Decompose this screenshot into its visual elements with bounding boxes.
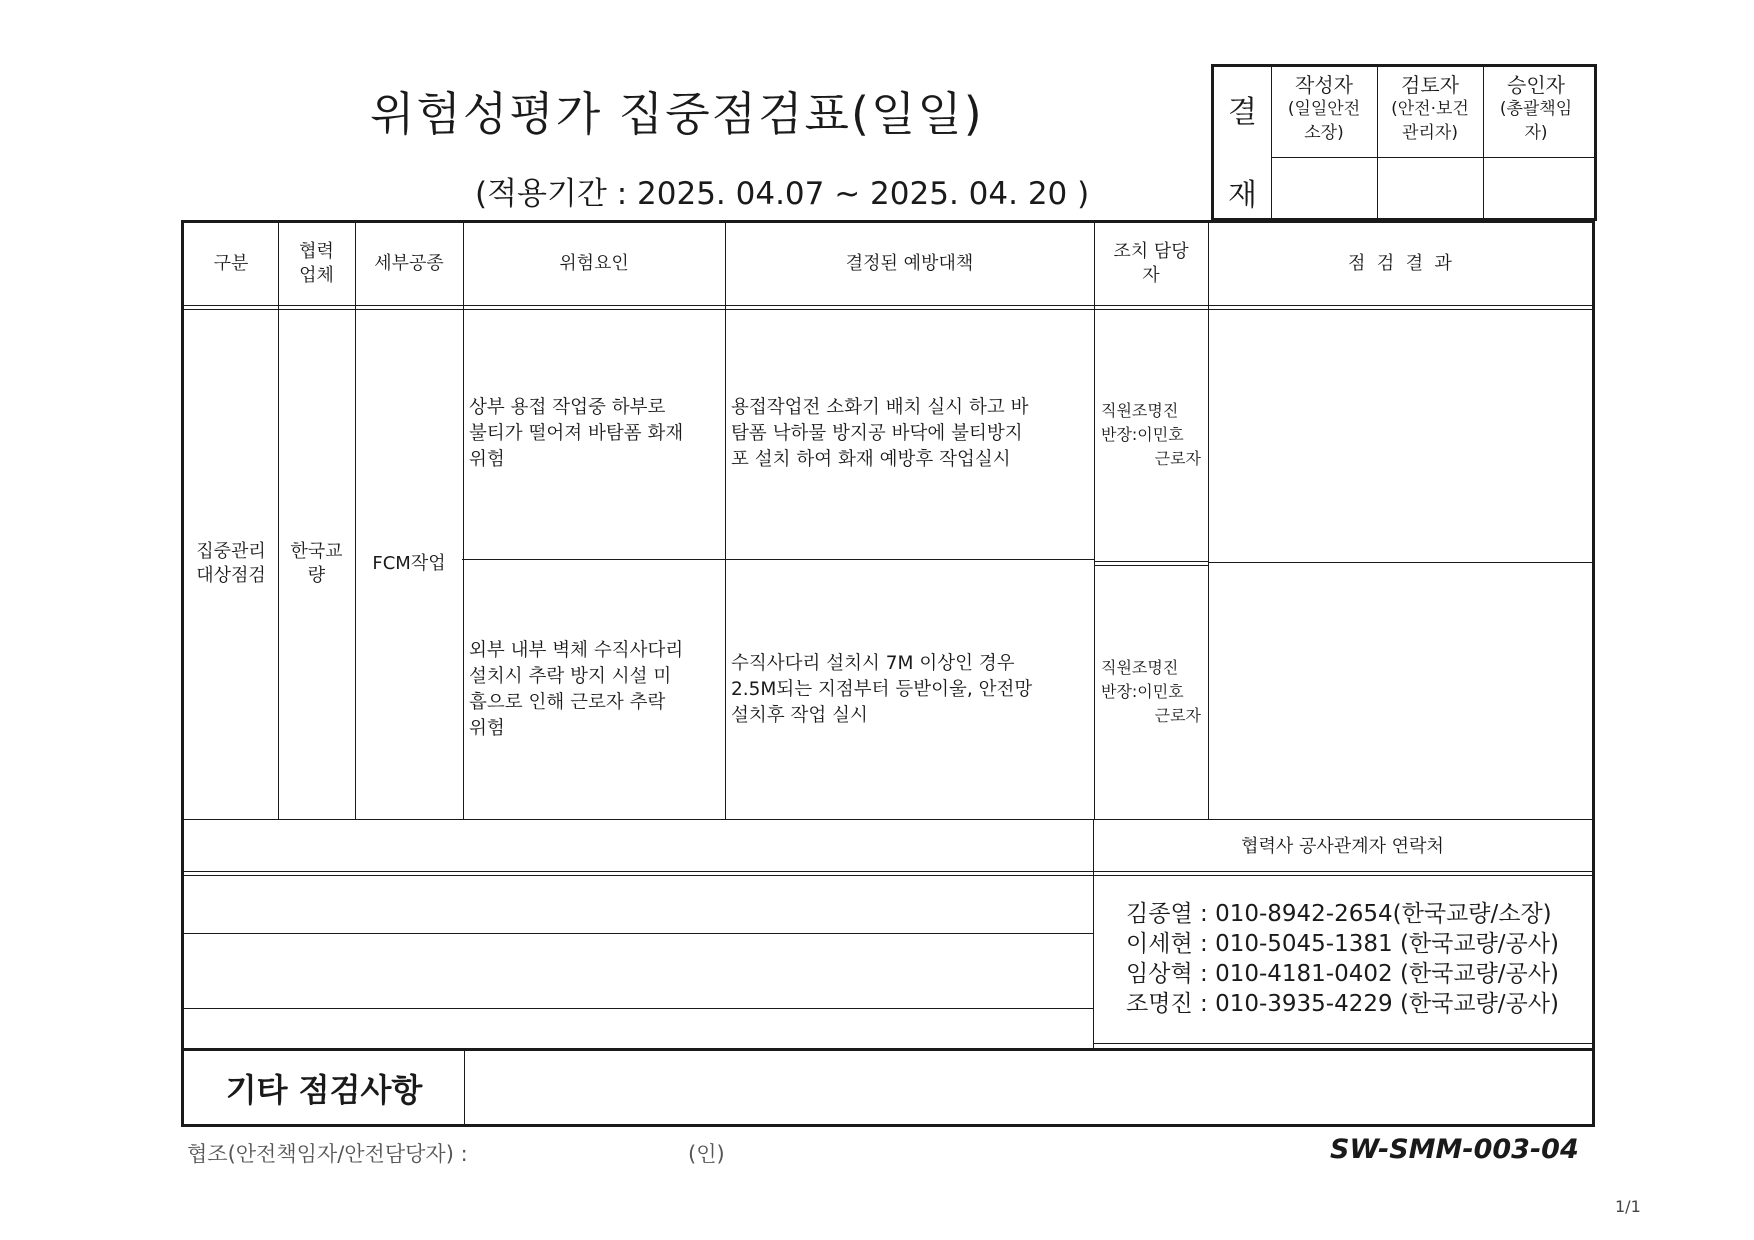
approval-role-writer: 작성자 (일일안전 소장) <box>1287 73 1361 143</box>
contact-item: 김종열 : 010-8942-2654(한국교량/소장) <box>1126 901 1552 927</box>
page-number: 1/1 <box>1615 1197 1641 1216</box>
cooperation-label: 협조(안전책임자/안전담당자) : <box>187 1142 468 1166</box>
subprocess-cell: FCM작업 <box>372 553 446 574</box>
approval-label-jae: 재 <box>1228 178 1257 213</box>
inspection-table <box>181 220 1595 1127</box>
prevention-measure-cell: 용접작업전 소화기 배치 실시 하고 바 탐폼 낙하물 방지공 바닥에 불티방지 포 설치 하여 화재 예방후 작업실시 <box>731 397 1029 470</box>
prevention-measure-cell: 수직사다리 설치시 7M 이상인 경우 2.5M되는 지점부터 등받이울, 안전망 설치후 작업 실시 <box>731 652 1033 726</box>
header-risk-factor: 위험요인 <box>559 253 629 274</box>
contacts-list <box>1093 875 1592 1043</box>
inspection-result-cell[interactable] <box>1208 562 1592 819</box>
contact-item: 임상혁 : 010-4181-0402 (한국교량/공사) <box>1126 961 1559 987</box>
approval-sign-approver[interactable] <box>1483 159 1597 221</box>
header-prevention-measure: 결정된 예방대책 <box>845 253 974 274</box>
contact-item: 이세현 : 010-5045-1381 (한국교량/공사) <box>1126 931 1559 957</box>
seal-mark: (인) <box>688 1142 725 1166</box>
approval-sign-reviewer[interactable] <box>1377 159 1483 221</box>
page-title: 위험성평가 집중점검표(일일) <box>370 87 984 141</box>
header-subprocess: 세부공종 <box>374 253 444 274</box>
inspection-result-cell[interactable] <box>1208 309 1592 562</box>
approval-role-approver: 승인자 (총괄책임 자) <box>1499 73 1573 143</box>
category-cell: 집중관리 대상점검 <box>196 541 266 586</box>
document-code: SW-SMM-003-04 <box>1330 1134 1579 1165</box>
contact-item: 조명진 : 010-3935-4229 (한국교량/공사) <box>1126 991 1559 1017</box>
header-inspection-result: 점 검 결 과 <box>1348 253 1452 274</box>
header-action-manager: 조치 담당 자 <box>1113 241 1189 286</box>
application-period: (적용기간 : 2025. 04.07 ~ 2025. 04. 20 ) <box>475 176 1090 212</box>
action-manager-cell: 직원조명진 반장:이민호 근로자 <box>1101 658 1201 725</box>
header-category: 구분 <box>213 253 249 274</box>
action-manager-cell: 직원조명진 반장:이민호 근로자 <box>1101 401 1201 468</box>
approval-sign-writer[interactable] <box>1271 159 1377 221</box>
approval-box <box>1211 64 1597 221</box>
header-partner: 협력 업체 <box>299 241 334 286</box>
approval-role-reviewer: 검토자 (안전·보건 관리자) <box>1391 73 1469 143</box>
contacts-title: 협력사 공사관계자 연락처 <box>1241 836 1444 857</box>
partner-cell: 한국교 량 <box>290 541 343 586</box>
other-inspection-field[interactable] <box>465 1049 1592 1127</box>
risk-factor-cell: 외부 내부 벽체 수직사다리 설치시 추락 방지 시설 미 흡으로 인해 근로자 추락 위험 <box>469 639 684 739</box>
risk-factor-cell: 상부 용접 작업중 하부로 불티가 떨어져 바탐폼 화재 위험 <box>469 397 684 470</box>
approval-label-gyeol: 결 <box>1228 95 1257 130</box>
other-inspection-label: 기타 점검사항 <box>225 1071 423 1109</box>
